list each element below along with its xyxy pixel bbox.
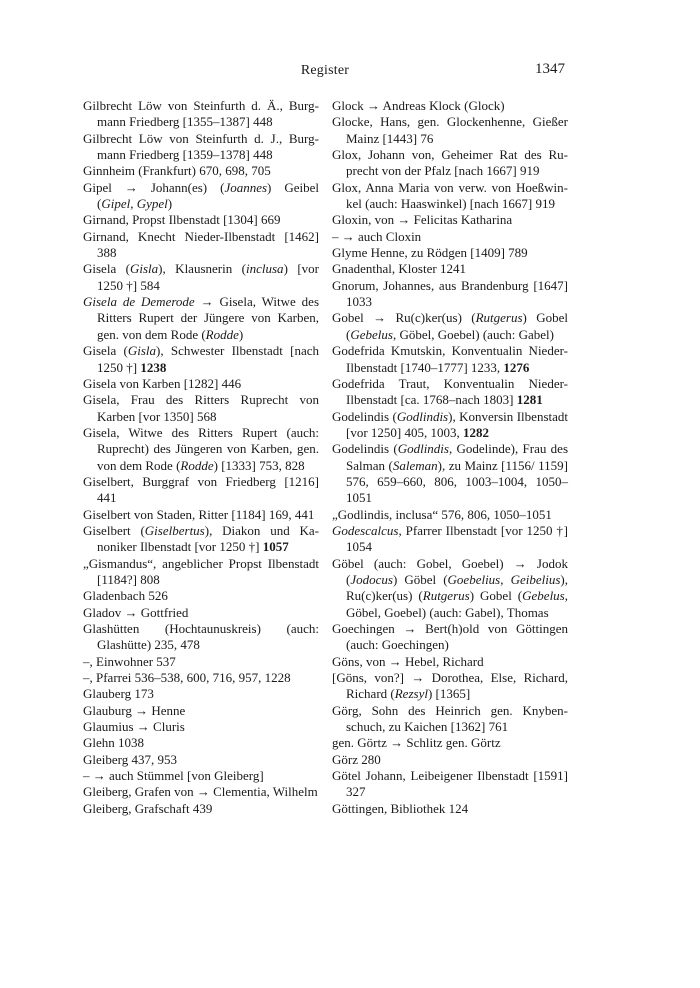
index-entry: Gisela (Gisla), Schwester Ilbenstadt [nach 1250 †] 1238 xyxy=(83,343,319,375)
index-entry: Glauberg 173 xyxy=(83,686,154,702)
index-entry: Glox, Johann von, Geheimer Rat des Ruprecht von der Pfalz [nach 1667] 919 xyxy=(332,147,568,179)
index-entry: Gnadenthal, Kloster 1241 xyxy=(332,261,466,277)
index-entry: Gleiberg, Grafschaft 439 xyxy=(83,800,213,816)
index-entry: Godescalcus, Pfarrer Ilbenstadt [vor 1250 †] 1054 xyxy=(332,522,568,555)
index-entry: Gisela, Witwe des Ritters Rupert (auch: Ruprecht) des Jüngeren von Karben, gen. von dem Rode (Rodde) [1333] 753, 828 xyxy=(83,424,319,473)
index-entry: Glehn 1038 xyxy=(83,735,145,751)
page-number: 1347 xyxy=(535,61,565,77)
index-entry: Girnand, Propst Ilbenstadt [1304] 669 xyxy=(83,212,281,228)
index-entry: Glocke, Hans, gen. Glockenhenne, Gießer Mainz [1443] 76 xyxy=(332,114,568,146)
index-entry: „Gismandus“, angeblicher Propst Ilbenstadt [1184?] 808 xyxy=(83,555,319,587)
index-entry: Glock → Andreas Klock (Glock) xyxy=(332,98,505,113)
index-entry: Godefrida Traut, Konventualin Nieder-Ilbenstadt [ca. 1768–nach 1803] 1281 xyxy=(332,375,568,408)
index-entry: Glauburg → Henne xyxy=(83,702,186,718)
index-entry: Göns, von → Hebel, Richard xyxy=(332,653,484,669)
index-entry: Gladenbach 526 xyxy=(83,588,168,604)
index-entry: Görg, Sohn des Heinrich gen. Knybenschuch, zu Kaichen [1362] 761 xyxy=(332,702,568,735)
index-entry: Gnorum, Johannes, aus Brandenburg [1647] 1033 xyxy=(332,277,568,310)
index-entry: Gobel → Ru(c)ker(us) (Rutgerus) Gobel (Gebelus, Göbel, Goebel) (auch: Gabel) xyxy=(332,310,569,342)
index-entry: Gilbrecht Löw von Steinfurth d. J., Burgmann Friedberg [1359–1378] 448 xyxy=(83,130,319,163)
index-entry: Gleiberg, Grafen von → Clementia, Wilhelm xyxy=(83,784,318,800)
index-entry: Glyme Henne, zu Rödgen [1409] 789 xyxy=(332,245,528,261)
index-column-right xyxy=(332,98,568,817)
index-entry: Glashütten (Hochtaunuskreis) (auch: Glashütte) 235, 478 xyxy=(83,621,319,653)
index-entry: Göbel (auch: Gobel, Goebel) → Jodok (Jodocus) Göbel (Goebelius, Geibelius), Ru(c)ker(us) (Rutgerus) Gobel (Gebelus, Göbel, Goebel) (auch: Gabel), Thomas xyxy=(332,555,568,620)
index-entry: Ginnheim (Frankfurt) 670, 698, 705 xyxy=(83,163,271,179)
index-entry: Godefrida Kmutskin, Konventualin Nieder-Ilbenstadt [1740–1777] 1233, 1276 xyxy=(332,343,568,375)
index-entry: – → auch Stümmel [von Gleiberg] xyxy=(83,768,264,784)
index-entry: Görz 280 xyxy=(332,751,381,767)
index-entry: Godelindis (Godlindis), Konversin Ilbenstadt [vor 1250] 405, 1003, 1282 xyxy=(332,408,568,440)
index-entry: Gloxin, von → Felicitas Katharina xyxy=(332,212,513,228)
index-entry: Glaumius → Cluris xyxy=(83,719,185,735)
index-entry: Göttingen, Bibliothek 124 xyxy=(332,800,469,816)
index-entry: –, Einwohner 537 xyxy=(83,653,176,669)
index-entry: –, Pfarrei 536–538, 600, 716, 957, 1228 xyxy=(83,670,291,686)
index-entry: Glox, Anna Maria von verw. von Hoeßwinkel (auch: Haaswinkel) [nach 1667] 919 xyxy=(332,179,568,212)
index-column-left xyxy=(83,98,319,817)
index-entry: Gisela (Gisla), Klausnerin (inclusa) [vor 1250 †] 584 xyxy=(83,261,319,293)
index-entry: Giselbert (Giselbertus), Diakon und Kanoniker Ilbenstadt [vor 1250 †] 1057 xyxy=(83,522,320,555)
index-entry: Gladov → Gottfried xyxy=(83,604,189,620)
index-entry: Götel Johann, Leibeigener Ilbenstadt [1591] 327 xyxy=(332,768,568,800)
index-entry: Girnand, Knecht Nieder-Ilbenstadt [1462] 388 xyxy=(83,228,319,261)
index-entry: Godelindis (Godlindis, Godelinde), Frau des Salman (Saleman), zu Mainz [1156/ 1159] 576, 659–660, 806, 1003–1004, 1050–1051 xyxy=(332,441,569,506)
index-entry: gen. Görtz → Schlitz gen. Görtz xyxy=(332,735,501,751)
index-entry: Gilbrecht Löw von Steinfurth d. Ä., Burgmann Friedberg [1355–1387] 448 xyxy=(83,98,319,130)
index-entry: Gisela de Demerode → Gisela, Witwe des Ritters Rupert der Jüngere von Karben, gen. von dem Rode (Rodde) xyxy=(83,294,319,342)
index-entry: „Godlindis, inclusa“ 576, 806, 1050–1051 xyxy=(332,506,552,522)
index-entry: Goechingen → Bert(h)old von Göttingen (auch: Goechingen) xyxy=(332,621,568,653)
index-entry: Giselbert, Burggraf von Friedberg [1216] 441 xyxy=(83,473,319,506)
index-entry: Gleiberg 437, 953 xyxy=(83,751,177,767)
index-entry: Gipel → Johann(es) (Joannes) Geibel (Gipel, Gypel) xyxy=(83,179,319,212)
index-entry: Gisela, Frau des Ritters Ruprecht von Karben [vor 1350] 568 xyxy=(83,392,319,424)
index-entry: Giselbert von Staden, Ritter [1184] 169, 441 xyxy=(83,506,315,522)
index-entry: [Göns, von?] → Dorothea, Else, Richard, Richard (Rezsyl) [1365] xyxy=(332,670,568,702)
index-entry: Gisela von Karben [1282] 446 xyxy=(83,375,242,391)
running-header: Register xyxy=(300,63,350,78)
index-entry: – → auch Cloxin xyxy=(332,228,422,244)
